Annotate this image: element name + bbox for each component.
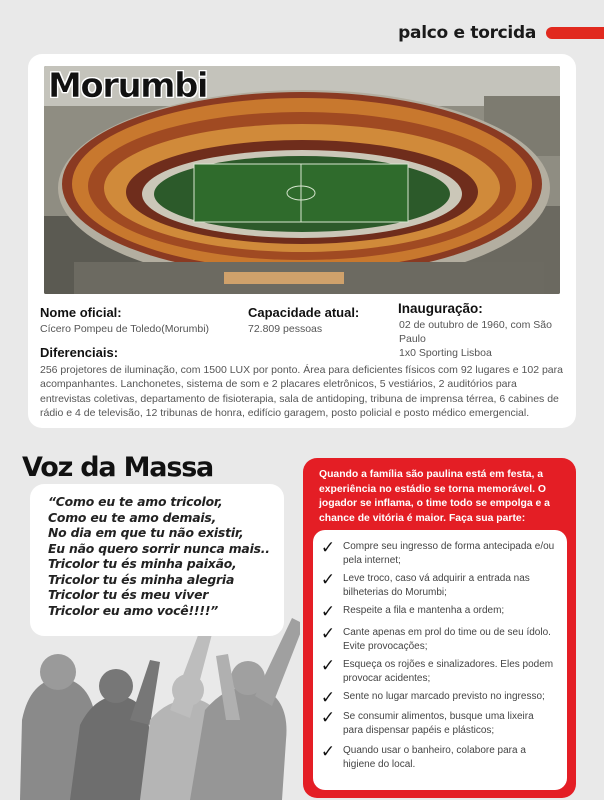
section-accent-bar [546, 27, 604, 39]
tip-text: Leve troco, caso vá adquirir a entrada nas bilheterias do Morumbi; [343, 573, 530, 598]
tips-list [313, 530, 567, 790]
checkmark-icon: ✓ [320, 742, 336, 761]
chant-line: Tricolor tu és minha alegria [48, 571, 235, 587]
tip-text: Quando usar o banheiro, colabore para a higiene do local. [343, 745, 526, 770]
tip-item [313, 540, 567, 568]
chant-line: Tricolor tu és minha paixão, [48, 556, 237, 571]
tip-text: Cante apenas em prol do time ou de seu ídolo. Evite provocações; [343, 627, 551, 652]
checkmark-icon: ✓ [320, 538, 336, 557]
tip-item [313, 690, 567, 706]
chant-line: Como eu te amo demais, [48, 509, 217, 525]
checkmark-icon: ✓ [320, 688, 336, 707]
checkmark-icon: ✓ [320, 624, 336, 643]
diferenciais-text: 256 projetores de iluminação, com 1500 LUX por ponto. Área para deficientes físicos com 92 lugares e 102 para acompanhantes. Lanchonetes, sistema de som e 2 placares eletrônicos, 5 vestiários, 2 auditórios para entrevistas coletivas, departamento de fisioterapia, sala de antidoping, tribuna de imprensa térrea, 6 cabines de rádio e 4 de televisão, 12 tribunas de honra, edifício garagem, posto policial e posto médico emergencial. [40, 363, 563, 419]
tip-item [313, 604, 567, 620]
fact-capacidade-value: 72.809 pessoas [248, 323, 323, 335]
fact-inauguracao-value-line1: 02 de outubro de 1960, com São Paulo [399, 319, 552, 345]
fact-inauguracao-value-line2: 1x0 Sporting Lisboa [399, 347, 492, 359]
tip-text: Compre seu ingresso de forma antecipada e/ou pela internet; [343, 541, 555, 566]
chant-lyrics [48, 494, 270, 618]
checkmark-icon: ✓ [320, 656, 336, 675]
section-header [398, 22, 604, 44]
chant-line: Tricolor eu amo você!!!!” [48, 602, 219, 618]
tip-text: Sente no lugar marcado previsto no ingresso; [343, 691, 545, 702]
checkmark-icon: ✓ [320, 708, 336, 727]
section-label: palco e torcida [398, 23, 536, 43]
fact-nome-oficial [40, 306, 240, 336]
diferenciais-title: Diferenciais: [40, 345, 119, 360]
tip-item [313, 744, 567, 772]
tip-item [313, 572, 567, 600]
fact-capacidade [248, 306, 388, 336]
tip-text: Esqueça os rojões e sinalizadores. Eles podem provocar acidentes; [343, 659, 554, 684]
chant-line: Eu não quero sorrir nunca mais.. [48, 540, 270, 556]
fan-tips-card [303, 458, 576, 798]
tip-text: Respeite a fila e mantenha a ordem; [343, 605, 505, 616]
fact-capacidade-title: Capacidade atual: [248, 305, 360, 320]
tip-item [313, 626, 567, 654]
tip-text: Se consumir alimentos, busque uma lixeira para dispensar papéis e plásticos; [343, 711, 534, 736]
stadium-name: Morumbi [48, 66, 208, 106]
fact-nome-value: Cícero Pompeu de Toledo(Morumbi) [40, 323, 210, 335]
diferenciais [40, 346, 568, 421]
fact-nome-title: Nome oficial: [40, 305, 122, 320]
checkmark-icon: ✓ [320, 570, 336, 589]
checkmark-icon: ✓ [320, 602, 336, 621]
fact-inauguracao-title: Inauguração: [398, 301, 483, 316]
chant-line: No dia em que tu não existir, [48, 525, 244, 540]
tips-intro: Quando a família são paulina está em festa, a experiência no estádio se torna memorável. O jogador se inflama, o time todo se empolga e a chance de vitória é maior. Faça sua parte: [319, 469, 550, 524]
tip-item [313, 710, 567, 738]
chant-line: “Como eu te amo tricolor, [48, 494, 223, 509]
chant-line: Tricolor tu és meu viver [48, 587, 209, 602]
voz-da-massa-title: Voz da Massa [22, 452, 214, 483]
tip-item [313, 658, 567, 686]
stadium-info-card [28, 54, 576, 428]
stadium-aerial-photo [44, 66, 560, 294]
chant-card [30, 484, 284, 636]
